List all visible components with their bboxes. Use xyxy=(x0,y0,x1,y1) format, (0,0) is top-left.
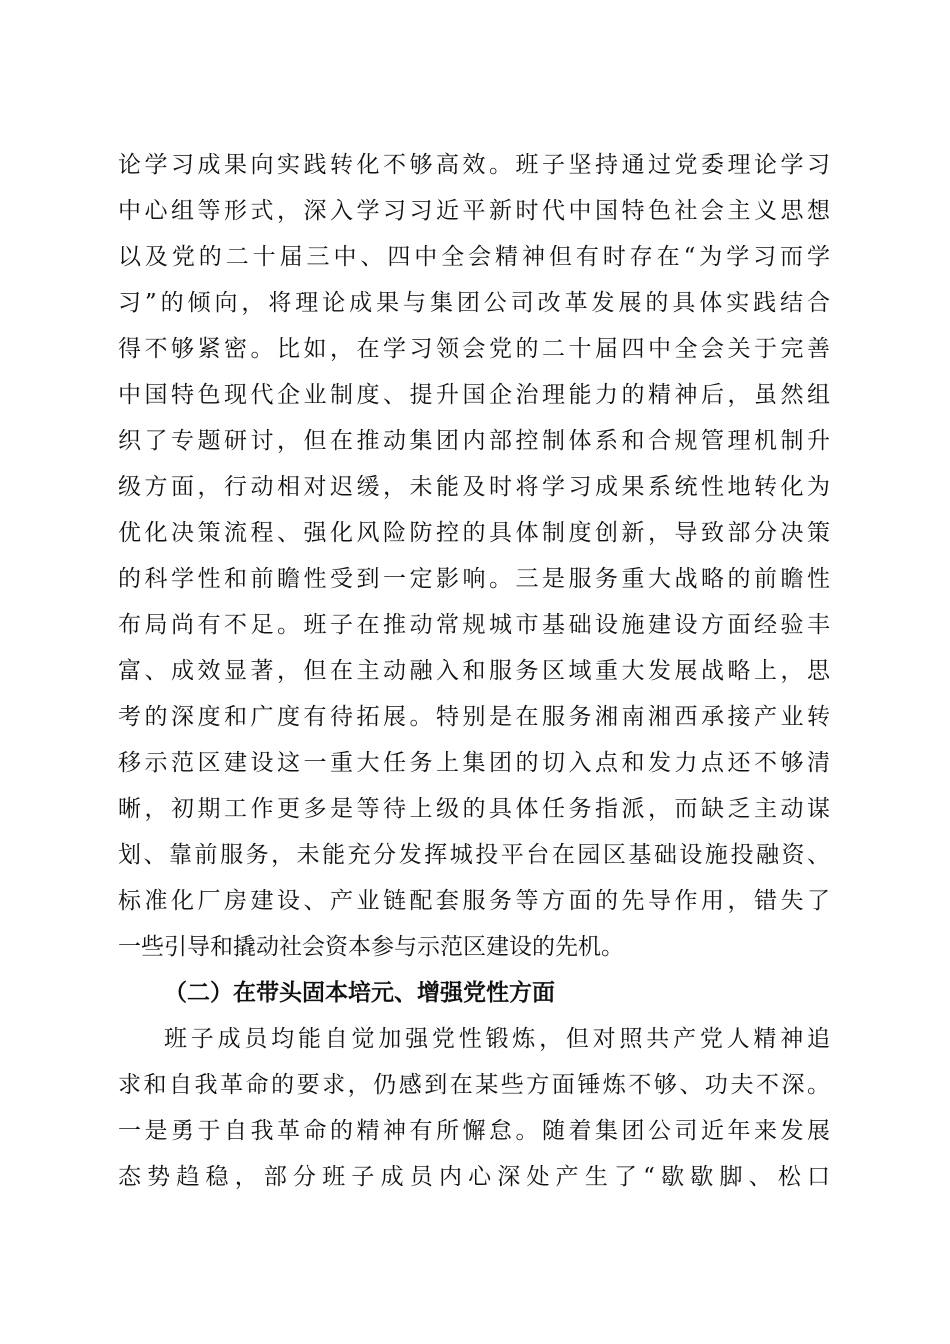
paragraph-line: 级方面，行动相对迟缓，未能及时将学习成果系统性地转化为 xyxy=(118,474,830,500)
paragraph-line: 考的深度和广度有待拓展。特别是在服务湘南湘西承接产业转 xyxy=(118,704,830,730)
paragraph-line: 求和自我革命的要求，仍感到在某些方面锤炼不够、功夫不深。 xyxy=(118,1072,830,1098)
paragraph-line: 织了专题研讨，但在推动集团内部控制体系和合规管理机制升 xyxy=(118,428,830,454)
paragraph-line: 一些引导和撬动社会资本参与示范区建设的先机。 xyxy=(118,934,624,960)
paragraph-line: 得不够紧密。比如，在学习领会党的二十届四中全会关于完善 xyxy=(118,336,830,362)
paragraph-line: 的科学性和前瞻性受到一定影响。三是服务重大战略的前瞻性 xyxy=(118,566,830,592)
paragraph-line: 论学习成果向实践转化不够高效。班子坚持通过党委理论学习 xyxy=(118,152,830,178)
paragraph-line: 一是勇于自我革命的精神有所懈怠。随着集团公司近年来发展 xyxy=(118,1118,830,1144)
paragraph-line: 态势趋稳，部分班子成员内心深处产生了“歇歇脚、松口 xyxy=(118,1164,830,1190)
paragraph-line: 富、成效显著，但在主动融入和服务区域重大发展战略上，思 xyxy=(118,658,830,684)
section-heading: （二）在带头固本培元、增强党性方面 xyxy=(164,979,555,1006)
paragraph-line: 中心组等形式，深入学习习近平新时代中国特色社会主义思想 xyxy=(118,198,830,224)
paragraph-line: 晰，初期工作更多是等待上级的具体任务指派，而缺乏主动谋 xyxy=(118,796,830,822)
paragraph-line: 优化决策流程、强化风险防控的具体制度创新，导致部分决策 xyxy=(118,520,830,546)
paragraph-line: 中国特色现代企业制度、提升国企治理能力的精神后，虽然组 xyxy=(118,382,830,408)
paragraph-line: 习”的倾向，将理论成果与集团公司改革发展的具体实践结合 xyxy=(118,290,830,316)
paragraph-line: 划、靠前服务，未能充分发挥城投平台在园区基础设施投融资、 xyxy=(118,842,830,868)
paragraph-line: 移示范区建设这一重大任务上集团的切入点和发力点还不够清 xyxy=(118,750,830,776)
paragraph-line: 班子成员均能自觉加强党性锻炼，但对照共产党人精神追 xyxy=(164,1026,830,1052)
paragraph-line: 布局尚有不足。班子在推动常规城市基础设施建设方面经验丰 xyxy=(118,612,830,638)
paragraph-line: 标准化厂房建设、产业链配套服务等方面的先导作用，错失了 xyxy=(118,888,830,914)
document-body xyxy=(118,142,830,1200)
paragraph-line: 以及党的二十届三中、四中全会精神但有时存在“为学习而学 xyxy=(118,244,830,270)
